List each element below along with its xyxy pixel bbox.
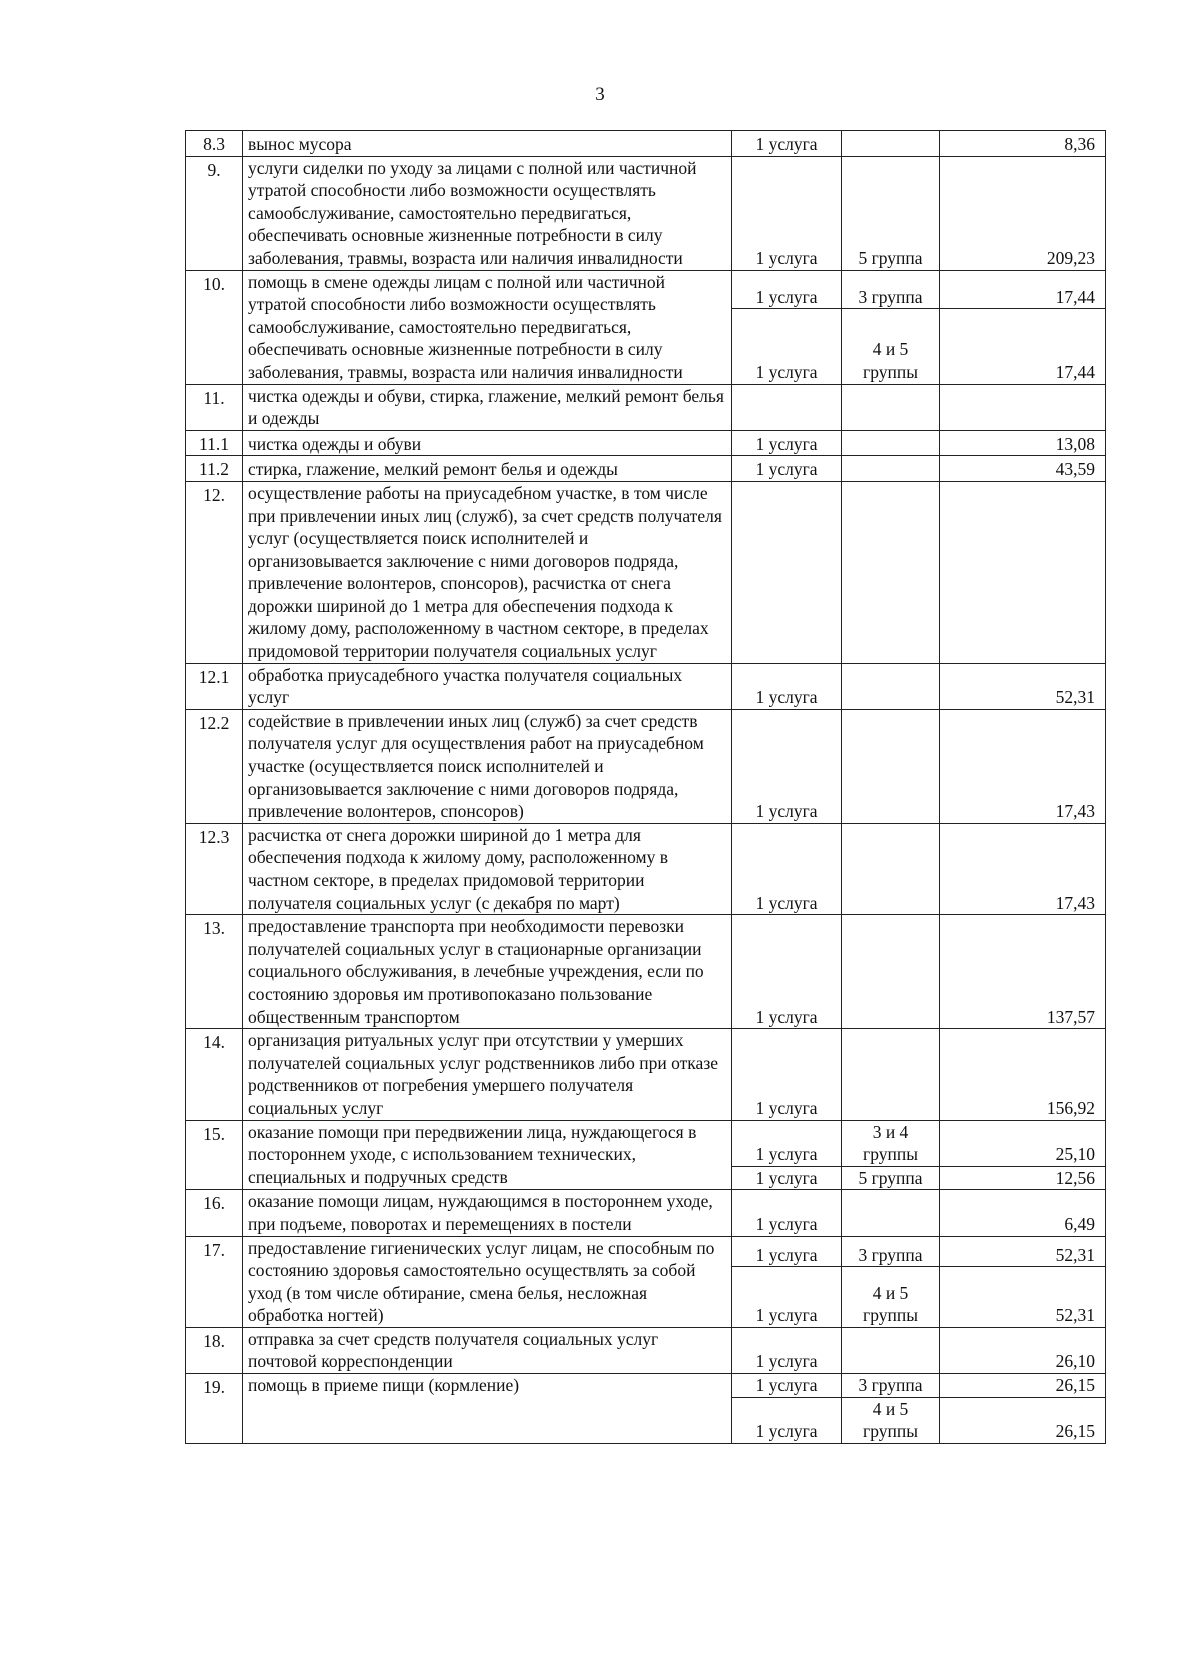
service-price: 52,31 xyxy=(940,1236,1106,1267)
unit-of-service: 1 услуга xyxy=(732,1374,842,1398)
row-number: 11. xyxy=(186,384,243,430)
row-number: 8.3 xyxy=(186,131,243,157)
service-price: 52,31 xyxy=(940,663,1106,709)
care-group xyxy=(842,709,940,823)
table-row xyxy=(186,131,1106,157)
table-row xyxy=(186,1029,1106,1120)
care-group xyxy=(842,384,940,430)
table-row xyxy=(186,823,1106,914)
unit-of-service xyxy=(732,481,842,663)
service-description: помощь в приеме пищи (кормление) xyxy=(243,1374,732,1444)
unit-of-service: 1 услуга xyxy=(732,131,842,157)
row-number: 17. xyxy=(186,1236,243,1327)
row-number: 12.3 xyxy=(186,823,243,914)
services-table xyxy=(185,130,1106,1444)
service-price: 26,15 xyxy=(940,1397,1106,1443)
care-group: 4 и 5 группы xyxy=(842,309,940,384)
service-price: 12,56 xyxy=(940,1166,1106,1190)
service-price: 26,10 xyxy=(940,1327,1106,1373)
row-number: 14. xyxy=(186,1029,243,1120)
unit-of-service: 1 услуга xyxy=(732,1120,842,1166)
service-description: оказание помощи при передвижении лица, нуждающегося в постороннем уходе, с использованием технических, специальных и подручных средств xyxy=(243,1120,732,1190)
unit-of-service: 1 услуга xyxy=(732,156,842,270)
care-group xyxy=(842,1029,940,1120)
row-number: 11.1 xyxy=(186,430,243,456)
service-price xyxy=(940,481,1106,663)
service-price xyxy=(940,384,1106,430)
row-number: 19. xyxy=(186,1374,243,1444)
table-row xyxy=(186,1374,1106,1398)
service-price: 17,43 xyxy=(940,709,1106,823)
table-row xyxy=(186,481,1106,663)
care-group xyxy=(842,1327,940,1373)
unit-of-service: 1 услуга xyxy=(732,1190,842,1236)
service-description: предоставление транспорта при необходимости перевозки получателей социальных услуг в стационарные организации социального обслуживания, в лечебные учреждения, если по состоянию здоровья им противопоказано пользование общественным транспортом xyxy=(243,915,732,1029)
unit-of-service: 1 услуга xyxy=(732,430,842,456)
services-table-body xyxy=(186,131,1106,1444)
care-group xyxy=(842,430,940,456)
unit-of-service: 1 услуга xyxy=(732,1397,842,1443)
care-group: 3 и 4 группы xyxy=(842,1120,940,1166)
care-group xyxy=(842,1190,940,1236)
service-price: 52,31 xyxy=(940,1267,1106,1327)
unit-of-service: 1 услуга xyxy=(732,1029,842,1120)
care-group xyxy=(842,823,940,914)
row-number: 10. xyxy=(186,270,243,384)
care-group xyxy=(842,481,940,663)
unit-of-service: 1 услуга xyxy=(732,709,842,823)
table-row xyxy=(186,1327,1106,1373)
service-description: чистка одежды и обуви, стирка, глажение, мелкий ремонт белья и одежды xyxy=(243,384,732,430)
unit-of-service: 1 услуга xyxy=(732,823,842,914)
service-price: 8,36 xyxy=(940,131,1106,157)
row-number: 13. xyxy=(186,915,243,1029)
unit-of-service: 1 услуга xyxy=(732,1327,842,1373)
care-group: 3 группа xyxy=(842,1374,940,1398)
service-description: вынос мусора xyxy=(243,131,732,157)
row-number: 11.2 xyxy=(186,456,243,482)
service-description: стирка, глажение, мелкий ремонт белья и одежды xyxy=(243,456,732,482)
unit-of-service: 1 услуга xyxy=(732,1236,842,1267)
service-price: 137,57 xyxy=(940,915,1106,1029)
care-group xyxy=(842,456,940,482)
service-description: отправка за счет средств получателя социальных услуг почтовой корреспонденции xyxy=(243,1327,732,1373)
page-number: 3 xyxy=(595,84,605,105)
care-group xyxy=(842,915,940,1029)
table-row xyxy=(186,384,1106,430)
service-price: 17,44 xyxy=(940,270,1106,309)
unit-of-service: 1 услуга xyxy=(732,309,842,384)
care-group xyxy=(842,131,940,157)
table-row xyxy=(186,1120,1106,1166)
service-price: 43,59 xyxy=(940,456,1106,482)
service-price: 156,92 xyxy=(940,1029,1106,1120)
service-description: помощь в смене одежды лицам с полной или частичной утратой способности либо возможности осуществлять самообслуживание, самостоятельно передвигаться, обеспечивать основные жизненные потребности в силу заболевания, травмы, возраста или наличия инвалидности xyxy=(243,270,732,384)
service-price: 209,23 xyxy=(940,156,1106,270)
table-row xyxy=(186,1190,1106,1236)
unit-of-service: 1 услуга xyxy=(732,1166,842,1190)
row-number: 9. xyxy=(186,156,243,270)
unit-of-service xyxy=(732,384,842,430)
row-number: 15. xyxy=(186,1120,243,1190)
row-number: 16. xyxy=(186,1190,243,1236)
service-description: предоставление гигиенических услуг лицам, не способным по состоянию здоровья самостоятельно осуществлять за собой уход (в том числе обтирание, смена белья, несложная обработка ногтей) xyxy=(243,1236,732,1327)
table-row xyxy=(186,430,1106,456)
row-number: 12. xyxy=(186,481,243,663)
table-row xyxy=(186,709,1106,823)
service-price: 25,10 xyxy=(940,1120,1106,1166)
service-description: оказание помощи лицам, нуждающимся в постороннем уходе, при подъеме, поворотах и перемещениях в постели xyxy=(243,1190,732,1236)
service-description: осуществление работы на приусадебном участке, в том числе при привлечении иных лиц (служб), за счет средств получателя услуг (осуществляется поиск исполнителей и организовывается заключение с ними договоров подряда, привлечение волонтеров, спонсоров), расчистка от снега дорожки шириной до 1 метра для обеспечения подхода к жилому дому, расположенному в частном секторе, в пределах придомовой территории получателя социальных услуг xyxy=(243,481,732,663)
care-group: 3 группа xyxy=(842,1236,940,1267)
care-group: 5 группа xyxy=(842,156,940,270)
row-number: 12.1 xyxy=(186,663,243,709)
table-row xyxy=(186,270,1106,309)
care-group xyxy=(842,663,940,709)
service-price: 6,49 xyxy=(940,1190,1106,1236)
unit-of-service: 1 услуга xyxy=(732,270,842,309)
row-number: 12.2 xyxy=(186,709,243,823)
service-description: чистка одежды и обуви xyxy=(243,430,732,456)
table-row xyxy=(186,456,1106,482)
care-group: 4 и 5 группы xyxy=(842,1397,940,1443)
care-group: 5 группа xyxy=(842,1166,940,1190)
care-group: 3 группа xyxy=(842,270,940,309)
service-description: расчистка от снега дорожки шириной до 1 метра для обеспечения подхода к жилому дому, расположенному в частном секторе, в пределах придомовой территории получателя социальных услуг (с декабря по март) xyxy=(243,823,732,914)
row-number: 18. xyxy=(186,1327,243,1373)
service-description: содействие в привлечении иных лиц (служб) за счет средств получателя услуг для осуществления работ на приусадебном участке (осуществляется поиск исполнителей и организовывается заключение с ними договоров подряда, привлечение волонтеров, спонсоров) xyxy=(243,709,732,823)
table-row xyxy=(186,915,1106,1029)
service-description: обработка приусадебного участка получателя социальных услуг xyxy=(243,663,732,709)
service-description: организация ритуальных услуг при отсутствии у умерших получателей социальных услуг родственников либо при отказе родственников от погребения умершего получателя социальных услуг xyxy=(243,1029,732,1120)
table-row xyxy=(186,156,1106,270)
unit-of-service: 1 услуга xyxy=(732,1267,842,1327)
unit-of-service: 1 услуга xyxy=(732,663,842,709)
table-row xyxy=(186,1236,1106,1267)
care-group: 4 и 5 группы xyxy=(842,1267,940,1327)
unit-of-service: 1 услуга xyxy=(732,456,842,482)
service-description: услуги сиделки по уходу за лицами с полной или частичной утратой способности либо возможности осуществлять самообслуживание, самостоятельно передвигаться, обеспечивать основные жизненные потребности в силу заболевания, травмы, возраста или наличия инвалидности xyxy=(243,156,732,270)
service-price: 13,08 xyxy=(940,430,1106,456)
service-price: 17,44 xyxy=(940,309,1106,384)
table-row xyxy=(186,663,1106,709)
service-price: 17,43 xyxy=(940,823,1106,914)
service-price: 26,15 xyxy=(940,1374,1106,1398)
unit-of-service: 1 услуга xyxy=(732,915,842,1029)
